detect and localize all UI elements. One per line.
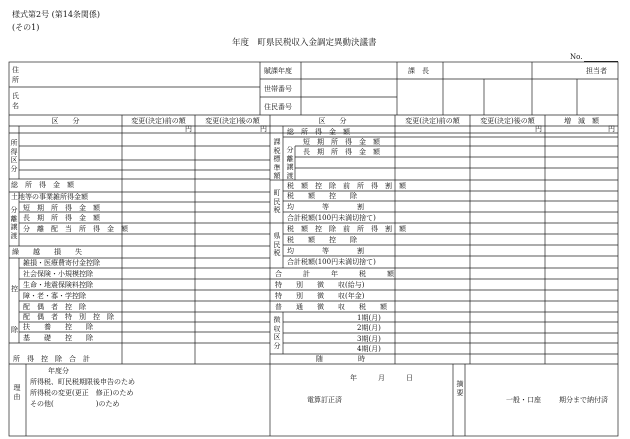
deduction-item: 障・老・寡・学控除	[23, 292, 86, 300]
number-label: No.	[570, 53, 583, 61]
deduction-item: 生命・地震保険料控除	[23, 281, 93, 289]
pref-tax-item: 均 等 割	[287, 247, 364, 255]
installment-kubun-label: 徴収区分	[273, 316, 281, 350]
left-kubun-header: 区 分	[51, 117, 80, 125]
deduction-label-top: 控	[11, 285, 18, 293]
right-long-term-label: 長 期 所 得 金 額	[303, 148, 380, 156]
installment-3-label: 3期(月)	[357, 335, 381, 343]
installment-4-label: 4期(月)	[357, 345, 381, 353]
change-amount-header: 増 減 額	[564, 117, 599, 125]
form-number: 様式第2号 (第14条関係)	[12, 10, 101, 19]
deduction-item: 社会保険・小規模控除	[23, 270, 93, 278]
right-short-term-label: 短 期 所 得 金 額	[303, 138, 380, 146]
normal-collection-label: 普 通 徴 収 税 額	[275, 303, 387, 311]
town-tax-item: 合計税額(100円未満切捨て)	[287, 214, 376, 222]
reason-other[interactable]: その他( )のため	[30, 400, 120, 408]
town-tax-label: 町民税	[273, 189, 281, 214]
loss-carryover-label: 繰 越 損 失	[12, 248, 82, 256]
short-term-label: 短 期 所 得 金 額	[23, 204, 100, 212]
land-business-label: 土地等の事業雑所得金額	[11, 193, 88, 201]
long-term-label: 長 期 所 得 金 額	[23, 214, 100, 222]
pref-tax-item: 合計税額(100円未満切捨て)	[287, 258, 376, 266]
number-field[interactable]	[584, 61, 618, 62]
deduction-item: 扶 養 控 除	[23, 323, 93, 331]
town-tax-item: 税 額 控 除 前 所 得 割 額	[287, 182, 406, 190]
pref-tax-item: 税 額 控 除 前 所 得 割 額	[287, 225, 406, 233]
right-separate-label: 分離譲渡	[286, 146, 294, 180]
pref-tax-item: 税 額 控 除	[287, 236, 357, 244]
installment-1-label: 1期(月)	[357, 314, 381, 322]
yen-unit-1: 円	[185, 125, 192, 133]
summary-label: 摘要	[456, 380, 464, 397]
name-field[interactable]	[22, 88, 259, 114]
annual-tax-total-label: 合 計 年 税 額	[275, 270, 394, 278]
person-in-charge-label: 担当者	[586, 67, 607, 75]
anytime-label: 随 時	[316, 355, 365, 363]
resident-number-field[interactable]	[302, 98, 396, 114]
income-kubun-label: 所得区分	[10, 139, 18, 173]
reason-late-filing[interactable]: 所得税、町民税期限後申告のため	[30, 378, 135, 386]
right-after-header: 変更(決定)後の額	[480, 117, 535, 125]
yen-unit-2: 円	[260, 125, 267, 133]
household-number-label: 世帯番号	[264, 85, 292, 93]
tax-year-label: 賦課年度	[264, 67, 292, 75]
tax-standard-label: 課税標準額	[273, 138, 281, 180]
paid-through-label: 期分まで納付済	[559, 396, 608, 404]
left-after-header: 変更(決定)後の額	[205, 117, 260, 125]
separate-transfer-label: 分離譲渡	[10, 206, 18, 240]
right-before-header: 変更(決定)前の額	[405, 117, 460, 125]
date-label: 年 月 日	[350, 374, 413, 382]
computer-corrected-label: 電算訂正済	[307, 396, 342, 404]
installment-2-label: 2期(月)	[357, 324, 381, 332]
address-label: 住 所	[12, 66, 33, 84]
town-tax-item: 均 等 割	[287, 203, 364, 211]
right-total-income-label: 総 所 得 金 額	[287, 128, 350, 136]
deduction-item: 配 偶 者 控 除	[23, 303, 86, 311]
town-tax-item: 税 額 控 除	[287, 192, 357, 200]
general-account-label[interactable]: 一般・口座	[506, 396, 541, 404]
deduction-item: 配 偶 者 特 別 控 除	[23, 313, 114, 321]
special-collection-pension-label: 特 別 徴 収(年金)	[275, 292, 365, 300]
pref-tax-label: 県民税	[273, 232, 281, 257]
deduction-item: 雑損・医療費寄付金控除	[23, 259, 100, 267]
year-part-label: 年度分	[48, 367, 69, 375]
deduction-item: 基 礎 控 除	[23, 334, 93, 342]
address-field[interactable]	[22, 63, 259, 86]
right-kubun-header: 区 分	[318, 117, 347, 125]
page-title: 年度 町県民税収入金調定異動決議書	[232, 38, 377, 48]
resident-number-label: 住民番号	[264, 103, 292, 111]
form-part: (その1)	[12, 23, 40, 32]
reason-label: 理由	[13, 384, 21, 401]
left-before-header: 変更(決定)前の額	[131, 117, 186, 125]
special-collection-salary-label: 特 別 徴 収(給与)	[275, 281, 365, 289]
deduction-label-bottom: 除	[11, 326, 18, 334]
deduction-total-label: 所 得 控 除 合 計	[13, 355, 90, 363]
tax-year-field[interactable]	[302, 63, 396, 78]
name-label: 氏 名	[12, 92, 33, 110]
yen-unit-3: 円	[535, 125, 542, 133]
separate-dividend-label: 分 離 配 当 所 得 金 額	[23, 225, 128, 233]
yen-unit-4: 円	[608, 125, 615, 133]
total-income-label: 総 所 得 金 額	[11, 181, 74, 189]
household-number-field[interactable]	[302, 80, 396, 96]
reason-correction[interactable]: 所得税の変更(更正 修正)のため	[30, 389, 134, 397]
section-chief-label: 課 長	[408, 67, 429, 75]
